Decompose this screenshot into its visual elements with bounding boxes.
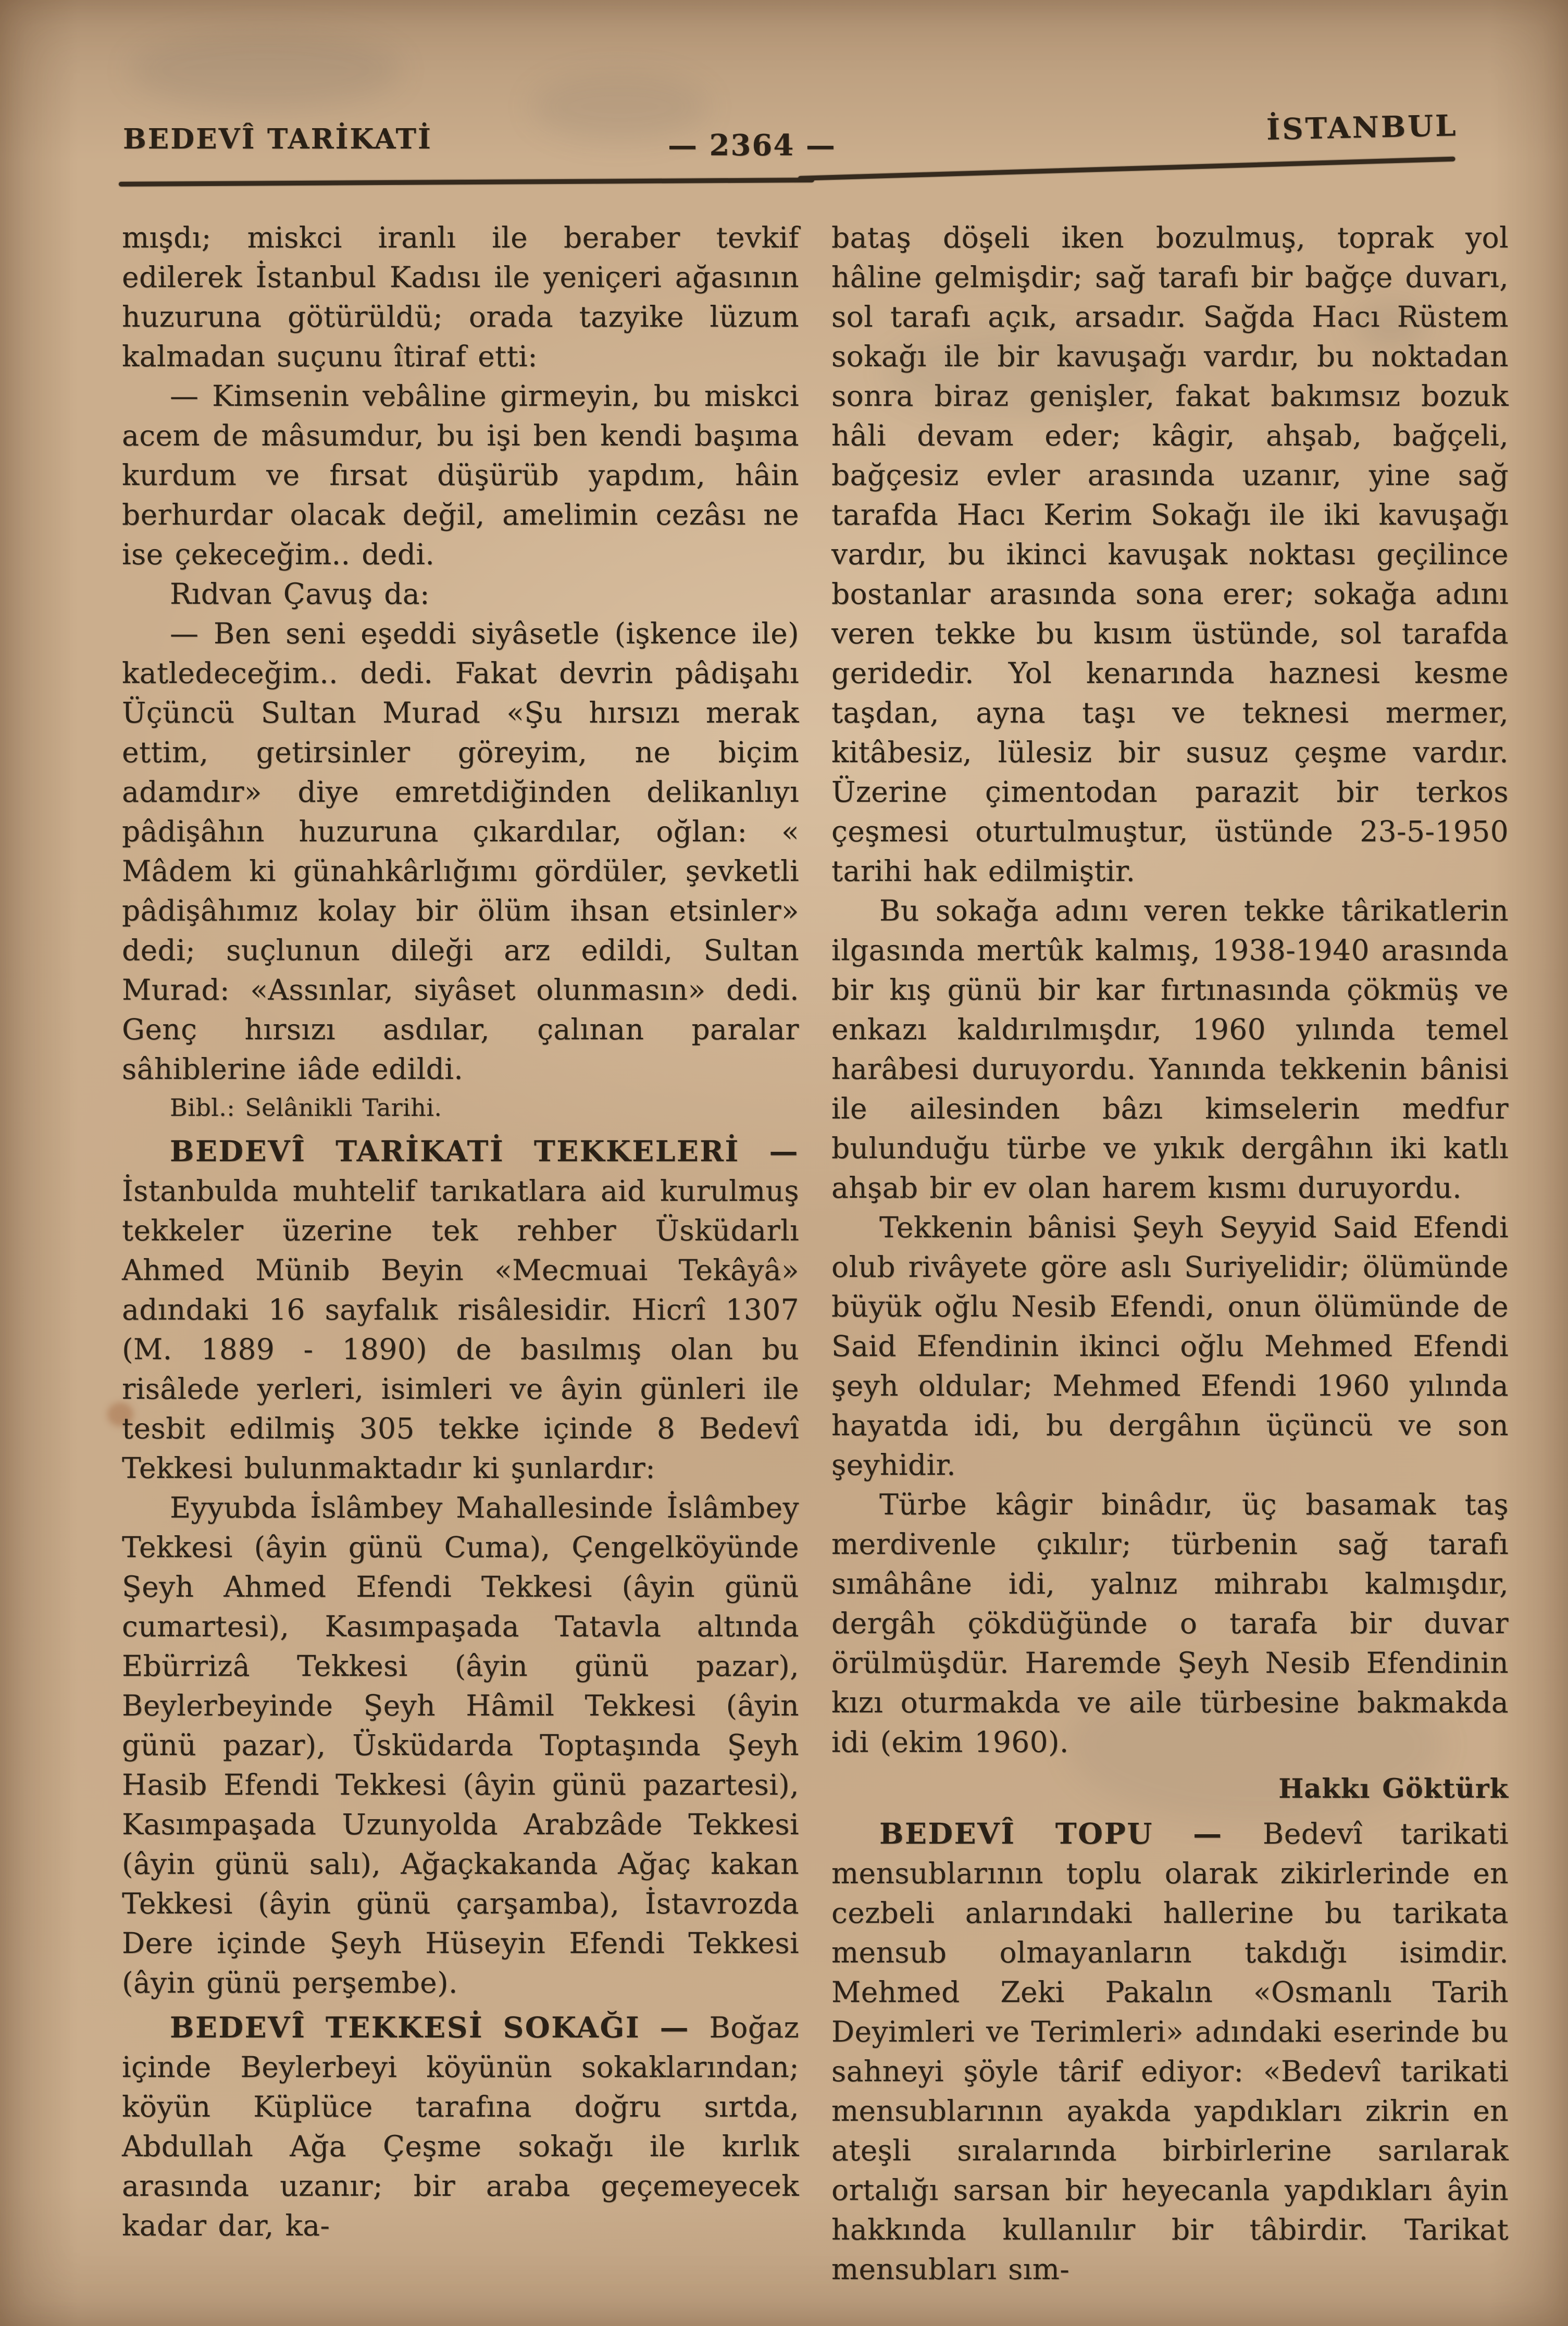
paragraph-text: Bedevî tarikati mensublarının toplu olarak zikirlerinde en cezbeli anlarındaki hallerine bu tarikata mensub olmayanların takdığı isimdir. Mehmed Zeki Pakalın «Osmanlı Tarih Deyimleri ve Terimleri» adındaki eserinde bu sahneyi şöyle târif ediyor: «Bedevî tarikati mensublarının ayakda yapdıkları zikrin en ateşli sıralarında birbirlerine sarılarak ortalığı sarsan bir heyecanla yapdıkları âyin hakkında kullanılır bir tâbirdir. Tarikat mensubları sım- (831, 1817, 1509, 2286)
bibliography-note (122, 1089, 799, 1126)
paragraph-text: Tekkenin bânisi Şeyh Seyyid Said Efendi olub rivâyete göre aslı Suriyelidir; ölümünde büyük oğlu Nesib Efendi, onun ölümünde de Said Efendinin ikinci oğlu Mehmed Efendi şeyh oldular; Mehmed Efendi 1960 yılında hayatda idi, bu dergâhın üçüncü ve son şeyhidir. (831, 1211, 1509, 1482)
paragraph-text: Bu sokağa adını veren tekke târikatlerin ilgasında mertûk kalmış, 1938-1940 arasında bir kış günü bir kar fırtınasında çökmüş ve enkazı kaldırılmışdır, 1960 yılında temel harâbesi duruyordu. Yanında tekkenin bânisi ile ailesinden bâzı kimselerin medfur bulunduğu türbe ve yıkık dergâhın iki katlı ahşab bir ev olan harem kısmı duruyordu. (831, 894, 1509, 1204)
author-signature (831, 1769, 1509, 1809)
section-heading-bedevi-tekkesi-sokagi: BEDEVÎ TEKKESİ SOKAĞI — (170, 2010, 710, 2044)
paragraph (122, 1488, 799, 2002)
page-number: — 2364 — (668, 128, 836, 163)
left-column (122, 218, 799, 2245)
paragraph-text: mışdı; miskci iranlı ile beraber tevkif edilerek İstanbul Kadısı ile yeniçeri ağasının huzuruna götürüldü; orada tazyike lüzum kalmadan suçunu îtiraf etti: (122, 221, 799, 373)
paragraph (831, 1208, 1509, 1485)
paragraph-text: Eyyubda İslâmbey Mahallesinde İslâmbey Tekkesi (âyin günü Cuma), Çengelköyünde Şeyh Ahmed Efendi Tekkesi (âyin günü cumartesi), Kasımpaşada Tatavla altında Ebürrizâ Tekkesi (âyin günü pazar), Beylerbeyinde Şeyh Hâmil Tekkesi (âyin günü pazar), Üsküdarda Toptaşında Şeyh Hasib Efendi Tekkesi (âyin günü pazartesi), Kasımpaşada Uzunyolda Arabzâde Tekkesi (âyin günü salı), Ağaçkakanda Ağaç kakan Tekkesi (âyin günü çarşamba), İstavrozda Dere içinde Şeyh Hüseyin Efendi Tekkesi (âyin günü perşembe). (122, 1491, 799, 1999)
paragraph-text: Bibl.: Selânikli Tarihi. (170, 1093, 442, 1122)
paragraph (831, 1485, 1509, 1762)
paragraph (831, 891, 1509, 1208)
paragraph-text: İstanbulda muhtelif tarıkatlara aid kurulmuş tekkeler üzerine tek rehber Üsküdarlı Ahmed Münib Beyin «Mecmuai Tekâyâ» adındaki 16 sayfalık risâlesidir. Hicrî 1307 (M. 1889 - 1890) de basılmış olan bu risâlede yerleri, isimleri ve âyin günleri ile tesbit edilmiş 305 tekke içinde 8 Bedevî Tekkesi bulunmaktadır ki şunlardır: (122, 1174, 799, 1485)
right-column (831, 218, 1509, 2289)
paragraph-text: — Ben seni eşeddi siyâsetle (işkence ile) katledeceğim.. dedi. Fakat devrin pâdişahı Üçüncü Sultan Murad «Şu hırsızı merak ettim, getirsinler göreyim, ne biçim adamdır» diye emretdiğinden delikanlıyı pâdişâhın huzuruna çıkardılar, oğlan: « Mâdem ki günahkârlığımı gördüler, şevketli pâdişâhımız kolay bir ölüm ihsan etsinler» dedi; suçlunun dileği arz edildi, Sultan Murad: «Assınlar, siyâset olunmasın» dedi. Genç hırsızı asdılar, çalınan paralar sâhiblerine iâde edildi. (122, 617, 799, 1086)
paragraph (122, 218, 799, 376)
section-heading-bedevi-tarikati-tekkeleri: BEDEVÎ TARİKATİ TEKKELERİ — (170, 1134, 799, 1168)
paragraph (831, 218, 1509, 891)
ghost-smudge (130, 31, 401, 109)
paragraph-text: Türbe kâgir binâdır, üç basamak taş merdivenle çıkılır; türbenin sağ tarafı sımâhâne idi, yalnız mihrabı kalmışdır, dergâh çökdüğünde o tarafa bir duvar örülmüşdür. Haremde Şeyh Nesib Efendinin kızı oturmakda ve aile türbesine bakmakda idi (ekim 1960). (831, 1488, 1509, 1759)
paragraph (122, 2008, 799, 2245)
paragraph (831, 1814, 1509, 2289)
paragraph-text: — Kimsenin vebâline girmeyin, bu miskci acem de mâsumdur, bu işi ben kendi başıma kurdum ve fırsat düşürüb yapdım, hâin berhurdar olacak değil, amelimin cezâsı ne ise çekeceğim.. dedi. (122, 379, 799, 571)
paragraph (122, 1131, 799, 1488)
paragraph-text: Boğaz içinde Beylerbeyi köyünün sokaklarından; köyün Küplüce tarafına doğru sırtda, Abdullah Ağa Çeşme sokağı ile kırlık arasında uzanır; bir araba geçemeyecek kadar dar, ka- (122, 2011, 799, 2242)
running-title-right: İSTANBUL (1265, 108, 1458, 147)
paragraph (122, 376, 799, 574)
running-title-left: BEDEVÎ TARİKATİ (123, 123, 432, 155)
paragraph (122, 574, 799, 614)
header-rule-left (119, 178, 814, 186)
author-name: Hakkı Göktürk (1278, 1773, 1509, 1805)
header-rule-right (798, 157, 1455, 181)
paragraph (122, 614, 799, 1089)
paragraph-text: bataş döşeli iken bozulmuş, toprak yol hâline gelmişdir; sağ tarafı bir bağçe duvarı, sol tarafı açık, arsadır. Sağda Hacı Rüstem sokağı ile bir kavuşağı vardır, bu noktadan sonra biraz genişler, fakat bakımsız bozuk hâli devam eder; kâgir, ahşab, bağçeli, bağçesiz evler arasında uzanır, yine sağ tarafda Hacı Kerim Sokağı ile iki kavuşağı vardır, bu ikinci kavuşak noktası geçilince bostanlar arasında sona erer; sokağa adını veren tekke bu kısım üstünde, sol tarafda geridedir. Yol kenarında haznesi kesme taşdan, ayna taşı ve teknesi mermer, kitâbesiz, lülesiz bir susuz çeşme vardır. Üzerine çimentodan parazit bir terkos çeşmesi oturtulmuştur, üstünde 23-5-1950 tarihi hak edilmiştir. (831, 221, 1509, 888)
paragraph-text: Rıdvan Çavuş da: (170, 577, 430, 611)
section-heading-bedevi-topu: BEDEVÎ TOPU — (879, 1817, 1263, 1850)
